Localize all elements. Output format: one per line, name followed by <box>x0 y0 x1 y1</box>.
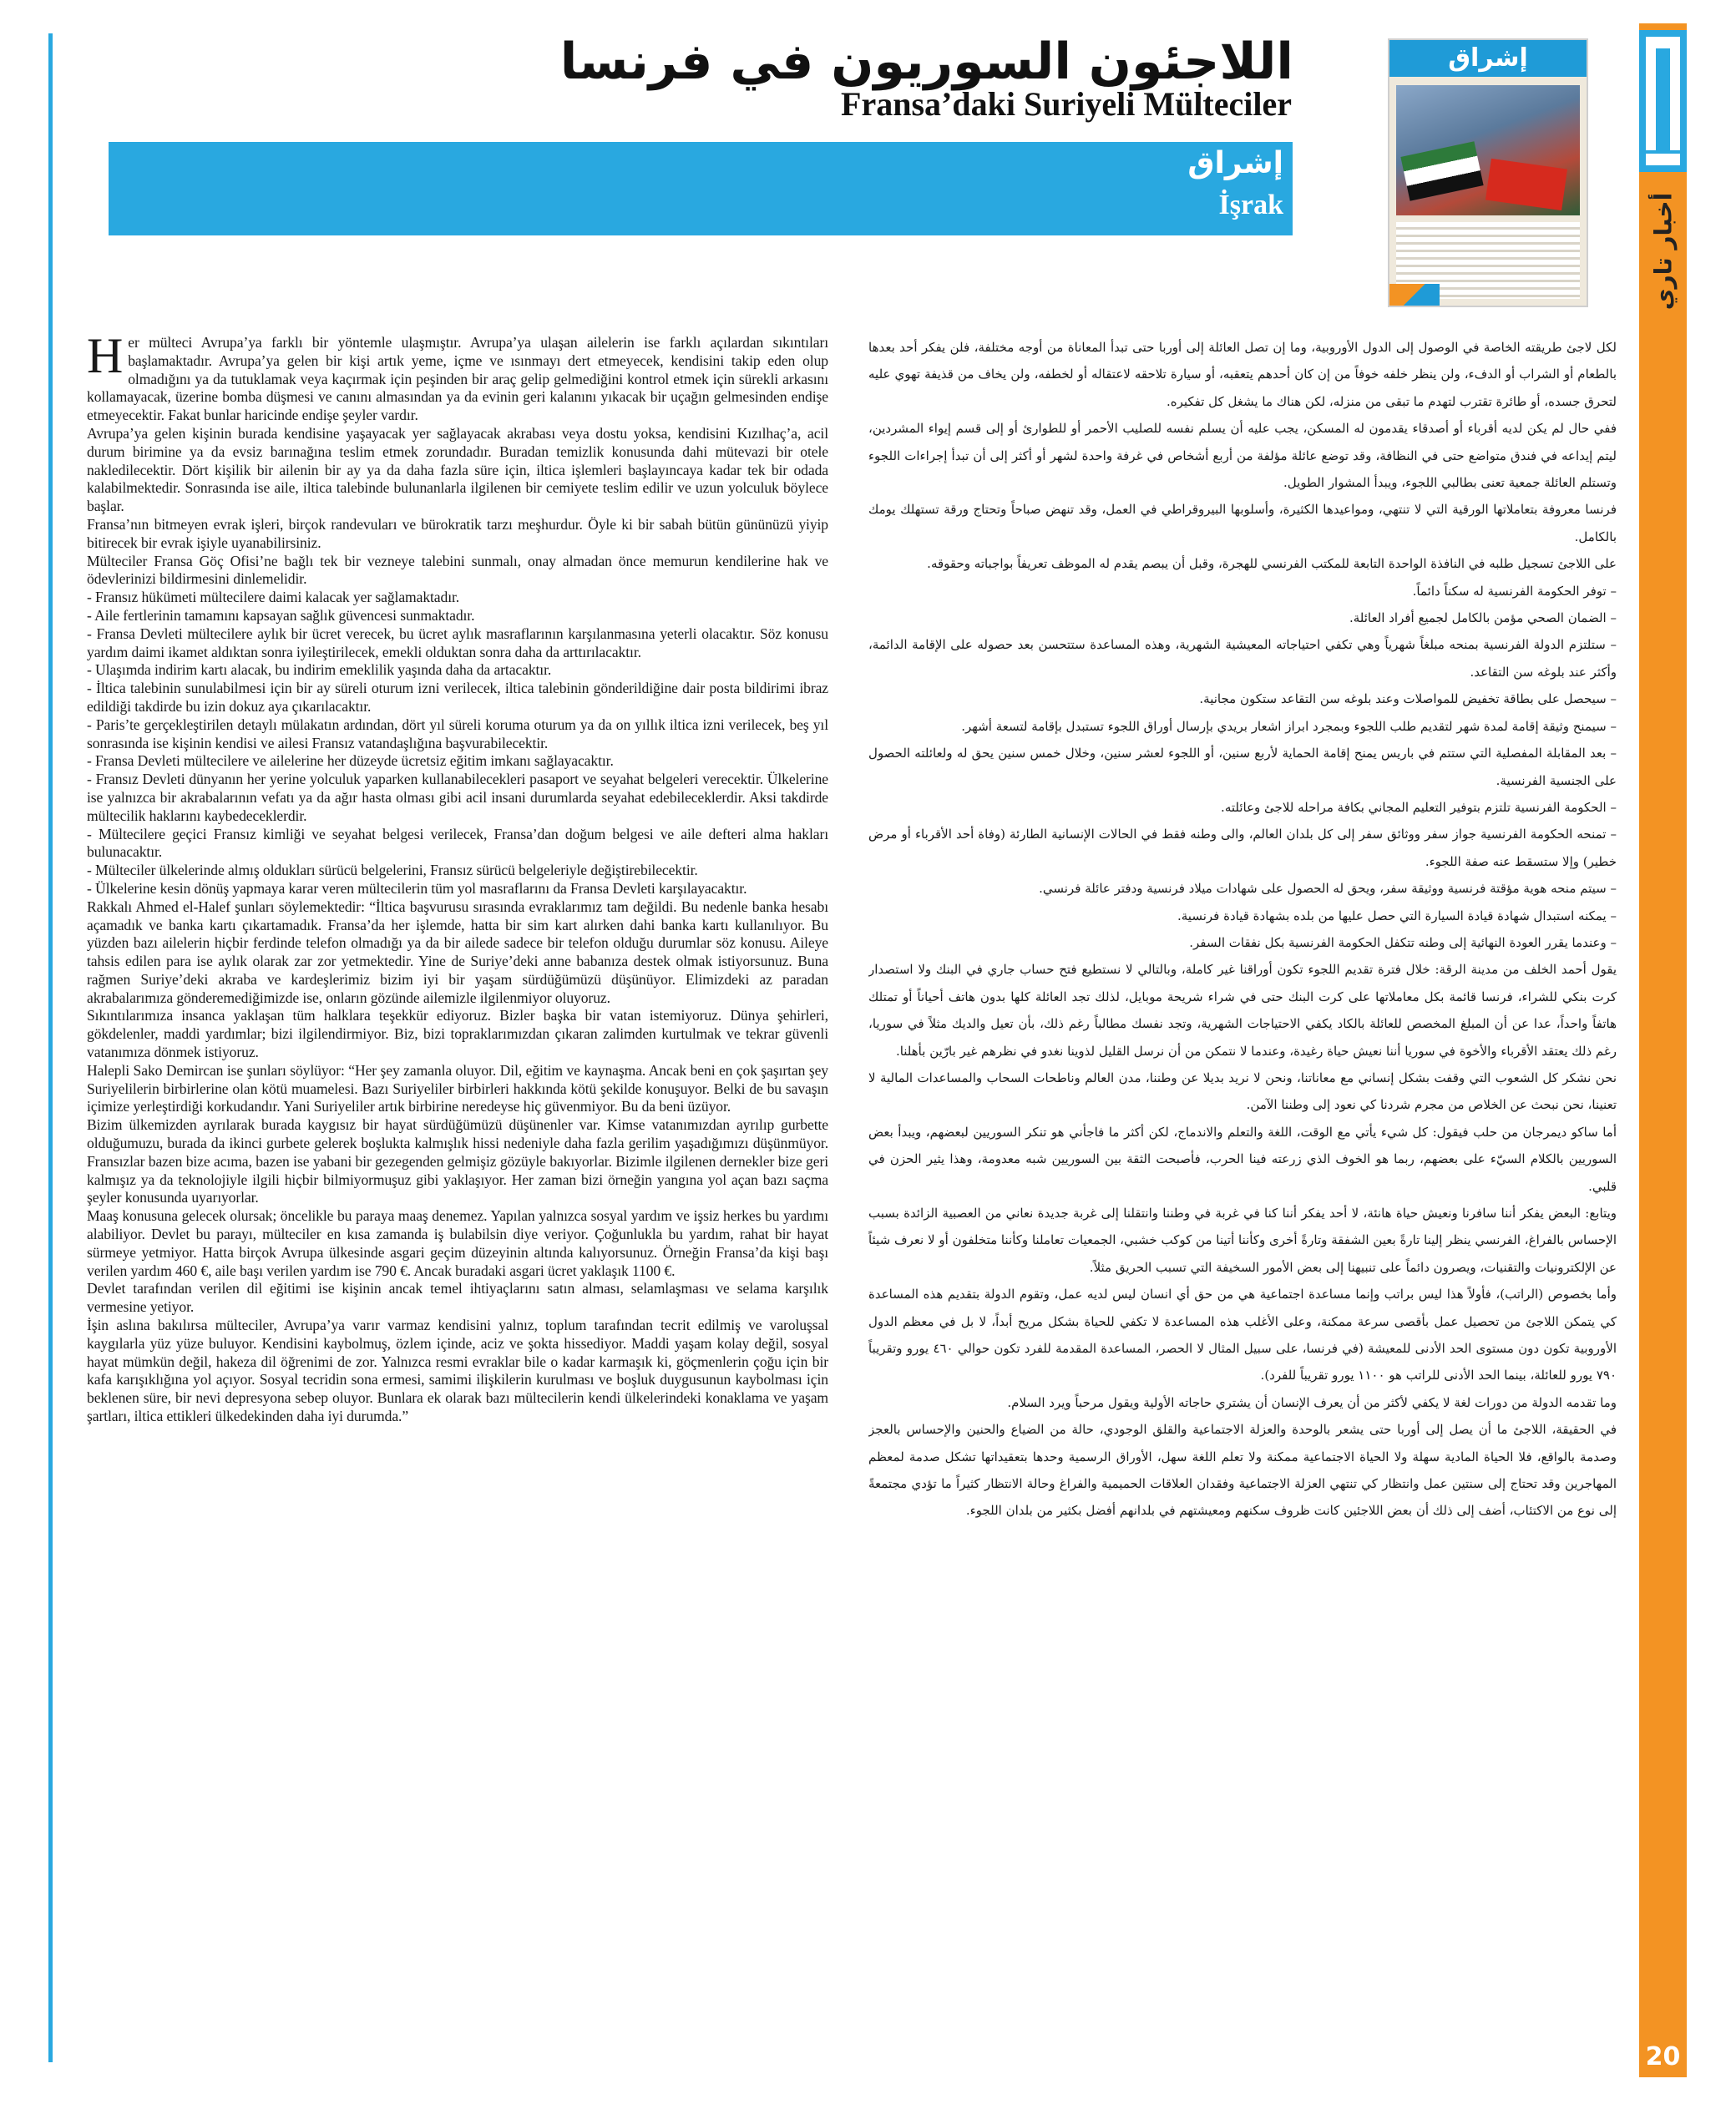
paragraph: Mülteciler Fransa Göç Ofisi’ne bağlı tek bir vezneye talebini sunmalı, onay almadan önce memurun kendilerine hak ve ödevlerinizi bildirmesini dinlemelidir. <box>87 552 828 588</box>
paragraph: - Ulaşımda indirim kartı alacak, bu indirim emeklilik yaşında daha da artacaktır. <box>87 661 552 679</box>
paragraph: وما تقدمه الدولة من دورات لغة لا يكفي لأكثر من أن يعرف الإنسان أن يشتري حاجاته الأولية ويقول مرحباً ويرد السلام. <box>1007 1394 1617 1410</box>
paragraph: على اللاجئ تسجيل طلبه في النافذة الواحدة التابعة للمكتب الفرنسي للهجرة، وقبل أن يبصم يقدم له الموظف تعريفاً بواجباته وحقوقه. <box>927 556 1617 572</box>
logo-bar <box>1670 47 1680 150</box>
paragraph: – تمنحه الحكومة الفرنسية جواز سفر ووثائق سفر إلى كل بلدان العالم، والى وطنه فقط في الحالات الإنسانية الطارئة (وفاة أحد الأقرباء أو مرض خطير) وإلا ستسقط عنه صفة اللجوء. <box>868 827 1617 869</box>
paragraph: ففي حال لم يكن لديه أقرباء أو أصدقاء يقدمون له المسكن، يجب عليه أن يسلم نفسه للصليب الأحمر أو للطوارئ أو إلى قسم إيواء المشردين، ليتم إيداعه في فندق متواضع حتى في النظافة، وقد توضع عائلة مؤلفة من أربع أشخاص في غرفة واحدة لشهر أو أكثر إلى أن تبدأ إجراءات اللجوء وتستلم العائلة جمعية تعنى بطالبي اللجوء، ويبدأ المشوار الطويل. <box>868 421 1617 491</box>
page-number: 20 <box>1645 2042 1681 2071</box>
paragraph: Sıkıntılarımıza insanca yaklaşan tüm halklara teşekkür ediyoruz. Bizler başka bir vatan istemiyoruz. Dünya şehirleri, gökdelenler, maddi yardımlar; bizi ilgilendirmiyor. Biz, bizi topraklarımızdan çıkaran zalimden kurtulmak ve tekrar güvenli vatanımıza dönmek istiyoruz. <box>87 1007 828 1061</box>
paragraph: Devlet tarafından verilen dil eğitimi ise kişinin ancak temel ihtiyaçlarını satın alması, selamlaşması ve selama karşılık vermesine yetiyor. <box>87 1280 828 1316</box>
paragraph: – سيحصل على بطاقة تخفيض للمواصلات وعند بلوغه سن التقاعد ستكون مجانية. <box>1199 691 1617 707</box>
paragraph: – سيمنح وثيقة إقامة لمدة شهر لتقديم طلب اللجوء وبمجرد ابراز اشعار بريدي بإرسال أوراق اللجوء تستبدل بإقامة لتسعة أشهر. <box>961 718 1617 734</box>
paragraph: - İltica talebinin sunulabilmesi için bir ay süreli oturum izni verilecek, iltica talebinin gönderildiğine dair posta bildirimi ibraz edildiği takdirde bu izin dokuz aya çıkarılacaktır. <box>87 680 828 715</box>
author-arabic: إشراق <box>1187 146 1283 180</box>
paragraph: - Fransa Devleti mültecilere aylık bir ücret verecek, bu ücret aylık masraflarının karşılanmasına yeterli olacaktır. Söz konusu yardım daimi ikamet aldıktan sonra iyileştirilecek, emekli olduktan sonra daha da arttırılacaktır. <box>87 625 828 660</box>
first-paragraph-text: er mülteci Avrupa’ya farklı bir yöntemle ulaşmıştır. Avrupa’ya ulaşan ailelerin ise farklı açılardan sıkıntıları başlamaktadır. Avrupa’ya gelen bir kişi artık yeme, içme ve ısınmayı dert etmeyecek, kendisini takip eden olup olmadığını ya da tutuklamak veya kaçırmak için peşinden bir araç gelip gelmediğini kontrol etmek için sürekli arkasını kollamayacak, üzerine bomba düşmesi ve canını almasından ya da evinin geri kalanını yıkacak bir uçağın gelmesinden endişe etmeyecektir. Fakat bunlar haricinde endişe şeyler vardır. <box>87 334 828 424</box>
article-title-arabic: اللاجئون السوريون في فرنسا <box>559 33 1293 91</box>
title-band <box>109 142 1293 235</box>
turkish-paragraphs <box>87 425 828 1426</box>
cover-masthead: إشراق <box>1389 40 1587 77</box>
paragraph: يقول أحمد الخلف من مدينة الرقة: خلال فترة تقديم اللجوء تكون أوراقنا غير كاملة، وبالتالي لا نستطيع فتح حساب جاري في البنك ولا استصدار كرت بنكي للشراء، فرنسا قائمة بكل معاملاتها على كرت البنك حتى في شراء شريحة موبايل، لذلك تجد العائلة كلها بدون هاتف أحياناً أو تمتلك هاتفاً واحداً، عدا عن أن المبلغ المخصص للعائلة بالكاد يكفي الاحتياجات الشهرية، وتجد نفسك مطالباً رغم ذلك، بأن تعيل والديك مثلاً في سوريا، رغم ذلك يعتقد الأقرباء والأخوة في سوريا أننا نعيش حياة رغيدة، وعندما لا نتمكن من أن نرسل القليل لذوينا نغدو في نظرهم غير بارّين بأهلنا. <box>868 962 1617 1059</box>
paragraph: İşin aslına bakılırsa mülteciler, Avrupa’ya varır varmaz kendisini yalnız, toplum tarafından tecrit edilmiş ve varoluşsal kaygılarla yüz yüze buluyor. Kendisini kaybolmuş, özlem içinde, aciz ve şokta hissediyor. Maddi yaşam kolay değil, sosyal hayat mümkün değil, hakeza dil öğrenimi de zor. Yalnızca resmi evraklar bile o kadar karmaşık ki, göçmenlerin çoğu için bir kafa karışıklığına yol açıyor. Sosyal tecridin sona ermesi, samimi ilişkilerin kurulması ve boşluk duygusunun kaybolması için beklenen süre, bir nevi depresyona sebep oluyor. Bunlara ek olarak bazı mültecilerin kendi ülkelerindeki konaklama ve yaşam şartları, iltica ettikleri ülkedekinden daha iyi durumda.” <box>87 1317 828 1425</box>
paragraph: - Mülteciler ülkelerinde almış oldukları sürücü belgelerini, Fransız sürücü belgeleriyle değiştirebilecektir. <box>87 862 698 879</box>
drop-cap: H <box>87 334 124 383</box>
article-title-turkish: Fransa’daki Suriyeli Mülteciler <box>841 85 1292 123</box>
left-accent-rule <box>48 33 53 2062</box>
paragraph: وأما بخصوص (الراتب)، فأولاً هذا ليس براتب وإنما مساعدة اجتماعية هي من حق أي انسان ليس لديه عمل، وتقوم الدولة بتقديم هذه المساعدة كي يتمكن اللاجئ من تحصيل عمل بأقصى سرعة ممكنة، وعلى الأغلب هذه المساعدة لا تكفي للحياة بشكل مريح أبداً، لا بل في معظم الدول الأوروبية تكون دون مستوى الحد الأدنى للمعيشة (في فرنسا، على سبيل المثال لا الحصر، المساعدة المقدمة للفرد تكون حوالي ٤٦٠ يورو وتقريباً ٧٩٠ يورو للعائلة، بينما الحد الأدنى للراتب هو ١١٠٠ يورو تقريباً للفرد). <box>868 1287 1617 1383</box>
paragraph: - Aile fertlerinin tamamını kapsayan sağlık güvencesi sunmaktadır. <box>87 606 475 624</box>
paragraph: Rakkalı Ahmed el-Halef şunları söylemektedir: “İltica başvurusu sırasında evraklarımız tam değildi. Bu nedenle banka hesabı açamadık ve banka kartı çıkartamadık. Fransa’da her işlemde, hatta bir sim kart alırken dahi banka kartı kullanılıyor. Bu yüzden bazı ailelerin hiçbir ferdinde telefon olmadığı ya da bir ailede sadece bir telefon olduğu durumlar söz konusu. Aileye tahsis edilen para ise aylık olarak zar zor yetmektedir. Yine de Suriye’deki anne babanıza destek olmak istiyorsunuz. Buna rağmen Suriye’deki akraba ve kardeşlerimiz bizim iyi bir yaşam sürdüğümüzü düşünüyor. Elimizdeki az paradan akrabalarımıza gönderemediğimizde ise, onların gözünde ailemizle ilgilenmiyor oluyoruz. <box>87 898 828 1006</box>
cover-corner-stripe <box>1389 284 1440 306</box>
paragraph: – يمكنه استبدال شهادة قيادة السيارة التي حصل عليها من بلده بشهادة قيادة فرنسية. <box>1177 908 1617 923</box>
paragraph: أما ساكو ديمرجان من حلب فيقول: كل شيء يأتي مع الوقت، اللغة والتعلم والاندماج، لكن أكثر ما فاجأني هو تنكر السوريين لبعضهم، ويبدأ بعض السوريين بالكلام السيّء على بعضهم، ربما هو الخوف الذي زرعته فينا الحرب، فأصبحت الثقة بين السوريين شبه معدومة، وهذا يثير الحزن في قلبي. <box>868 1124 1617 1194</box>
paragraph: Halepli Sako Demircan ise şunları söylüyor: “Her şey zamanla oluyor. Dil, eğitim ve kaynaşma. Ancak beni en çok şaşırtan şey Suriyelilerin birbirlerine olan kötü muamelesi. Bazı Suriyeliler birbirleri hakkında kötü şekilde konuşuyor. Belki de bu savaşın içimize yerleştirdiği korkudandır. Yani Suriyeliler artık birbirine neredeyse hiç güvenmiyor. Bu da beni üzüyor. <box>87 1061 828 1115</box>
paragraph: Bizim ülkemizden ayrılarak burada kaygısız bir hayat sürdüğümüzü düşünenler var. Kimse vatanımızdan ayrılıp gurbette olduğumuzu, burada da ikinci gurbete gelerek boşlukta kalmışlık hissi nedeniyle daha fazla gerilim yaşadığımızı düşünmüyor. Fransızlar bazen bize acıma, bazen ise yabani bir gezegenden gelmişiz gözüyle bakıyorlar. Bizimle ilgilenen dernekler bize geri kalmışız ya da teknolojiyle ilgili hiçbir bilmiyormuşuz gibi yaklaşıyor. Her zaman bizi örneğin yangına yol açan bazı saçma şeyler konusunda uyarıyorlar. <box>87 1116 828 1206</box>
paragraph: - Fransız hükümeti mültecilere daimi kalacak yer sağlamaktadır. <box>87 589 460 606</box>
paragraph: – الحكومة الفرنسية تلتزم بتوفير التعليم المجاني بكافة مراحله للاجئ وعائلته. <box>1221 799 1617 815</box>
paragraph: Avrupa’ya gelen kişinin burada kendisine yaşayacak yer sağlayacak akrabası veya dostu yoksa, kendisini Kızılhaç’a, acil durum birimine ya da evsiz barınağına teslim etmek zorundadır. Buradan temizlik konusunda dahi mütevazi bir otele nakledilecektir. Dört kişilik bir ailenin bir ay ya da daha fazla süre için, iltica işlemleri başlayıncaya kadar tek bir odada kalabilmektedir. Sonrasında ise aile, iltica talebinde bulunanlarla ilgilenen bir cemiyete teslim edilir ve uzun yolculuk böylece başlar. <box>87 424 828 515</box>
magazine-logo-icon <box>1639 30 1687 172</box>
paragraph: - Fransız Devleti dünyanın her yerine yolculuk yaparken kullanabilecekleri pasaport ve seyahat belgeleri verecektir. Ülkelerine ise yalnızca bir akrabalarının vefatı ya da ağır hasta olması gibi acil insani durumlarda seyahat edebileceklerdir. Aksi takdirde mültecilik haklarını kaybedeceklerdir. <box>87 771 828 824</box>
paragraph: - Fransa Devleti mültecilere ve ailelerine her düzeyde ücretsiz eğitim imkanı sağlayacaktır. <box>87 752 614 770</box>
paragraph: – توفر الحكومة الفرنسية له سكناً دائماً. <box>1412 583 1617 599</box>
paragraph: – سيتم منحه هوية مؤقتة فرنسية ووثيقة سفر، ويحق له الحصول على شهادات ميلاد فرنسية ودفتر عائلة فرنسي. <box>1039 881 1617 897</box>
paragraph: – ستلتزم الدولة الفرنسية بمنحه مبلغاً شهرياً وهي تكفي احتياجاته المعيشية الشهرية، وهذه المساعدة ستتحسن بعد حصوله على الإقامة الدائمة، وأكثر عند بلوغه سن التقاعد. <box>868 637 1617 680</box>
paragraph: في الحقيقة، اللاجئ ما أن يصل إلى أوربا حتى يشعر بالوحدة والعزلة الاجتماعية والقلق الوجودي، حالة من الضياع والحنين والإحساس بالعجز وصدمة بالواقع، فلا الحياة المادية سهلة ولا الحياة الاجتماعية ممكنة ولا تعلم اللغة سهل، الأوراق الرسمية وحدها بتعقيداتها تشكل صدمة لمعظم المهاجرين وقد تحتاج إلى سنتين عمل وانتظار كي تنتهي العزلة الاجتماعية وفقدان العلاقات الحميمية والفراغ وحالة الانتظار كثيراً ما تؤدي مجتمعةً إلى نوع من الاكتئاب، أضف إلى ذلك أن بعض اللاجئين كانت ظروف سكنهم ومعيشتهم في بلدانهم أفضل بكثير من بلدان اللجوء. <box>868 1422 1617 1519</box>
paragraph: - Mültecilere geçici Fransız kimliği ve seyahat belgesi verilecek, Fransa’dan doğum belgesi ve aile defteri alma hakları bulunacaktır. <box>87 825 828 861</box>
paragraph: – بعد المقابلة المفصلية التي ستتم في باريس يمنح إقامة الحماية لأربع سنين، أو اللجوء لعشر سنين، وخلال خمس سنين يحق له ولعائلته الحصول على الجنسية الفرنسية. <box>868 746 1617 788</box>
paragraph: Fransa’nın bitmeyen evrak işleri, birçok randevuları ve bürokratik tarzı meşhurdur. Öyle ki bir sabah bütün gününüzü yiyip bitirecek bir evrak işiyle uyanabilirsiniz. <box>87 515 828 551</box>
author-turkish: İşrak <box>1218 190 1283 220</box>
section-label <box>1642 180 1685 322</box>
paragraph: فرنسا معروفة بتعاملاتها الورقية التي لا تنتهي، ومواعيدها الكثيرة، وأسلوبها البيروقراطي في العمل، وقد تنهض صباحاً وتحتاج ورقة تستهلك يومك بالكامل. <box>868 502 1617 544</box>
paragraph: لكل لاجئ طريقته الخاصة في الوصول إلى الدول الأوروبية، وما إن تصل العائلة إلى أوربا حتى تبدأ المعاناة من أوجه مختلفة، فلن يفكر أحد بعدها بالطعام أو الشراب أو الدفء، ولن ينظر خلفه خوفاً من إن كان أحدهم يتعقبه، أو سيارة تلاحقه لاعتقاله أو لخطفه، ولن يخاف من قذيفة تهوي عليه لتحرق جسده، أو طائرة تقترب لتهدم ما تبقى من منزله، لكن هناك ما يشغل كل تفكيره. <box>868 340 1617 409</box>
paragraph: Maaş konusuna gelecek olursak; öncelikle bu paraya maaş denemez. Yapılan yalnızca sosyal yardım ve işsiz herkes bu yardımı alabiliyor. Devlet bu parayı, mülteciler en kısa zamanda iş bulabilsin diye veriyor. Çoğunlukla bu yardım, rahat bir hayat sürmeye yetmiyor. Hatta birçok Avrupa ülkesinde asgari geçim düzeyinin altında kalıyorsunuz. Örneğin Fransa’da kişi başı verilen yardım 460 €, aile başı verilen yardım ise 790 €. Ancak buradaki asgari ücret yaklaşık 1100 €. <box>87 1207 828 1279</box>
article-body-arabic <box>868 334 1617 2062</box>
paragraph: - Ülkelerine kesin dönüş yapmaya karar veren mültecilerin tüm yol masraflarını da Fransa Devleti karşılayacaktır. <box>87 879 747 897</box>
first-paragraph <box>87 334 828 425</box>
logo-bar <box>1646 154 1680 165</box>
paragraph: – وعندما يقرر العودة النهائية إلى وطنه تتكفل الحكومة الفرنسية بكل نفقات السفر. <box>1189 934 1617 950</box>
article-body-turkish <box>87 334 828 2079</box>
section-label-text: أخبار تاري <box>1649 192 1678 311</box>
logo-bar <box>1646 47 1656 150</box>
magazine-cover-thumbnail <box>1388 38 1588 307</box>
paragraph: نحن نشكر كل الشعوب التي وقفت بشكل إنساني مع معاناتنا، ونحن لا نريد بديلا عن وطننا، مدن العالم وناطحات السحاب والمساعدات المالية لا تعنينا، نحن نبحث عن الخلاص من مجرم شردنا كي نعود إلى وطننا الآمن. <box>868 1070 1617 1113</box>
side-section-strip <box>1639 23 1687 2077</box>
paragraph: - Paris’te gerçekleştirilen detaylı mülakatın ardından, dört yıl süreli koruma oturum ya da on yıllık iltica izni verilecek, beş yıl sonrasında ise kişinin kendisi ve ailesi Fransız vatandaşlığına başvurabilecektir. <box>87 716 828 751</box>
paragraph: ويتابع: البعض يفكر أننا سافرنا ونعيش حياة هانئة، لا أحد يفكر أننا كنا في غربة في وطننا وانتقلنا إلى غربة جديدة نعاني من العصبية الزائدة بسبب الإحساس بالفراغ، الفرنسي ينظر إلينا تارةً بعين الشفقة وتارةً أخرى وكأننا أتينا من كوكب خشبي، الجمعيات تعاملنا وكأننا متخلفون أو لا نعرف شيئاً عن الإلكترونيات والتقنيات، ويصرون دائماً على تنبيهنا إلى بعض الأمور السخيفة التي تسبب الحريق مثلاً. <box>868 1206 1617 1275</box>
paragraph: – الضمان الصحي مؤمن بالكامل لجميع أفراد العائلة. <box>1349 610 1617 626</box>
